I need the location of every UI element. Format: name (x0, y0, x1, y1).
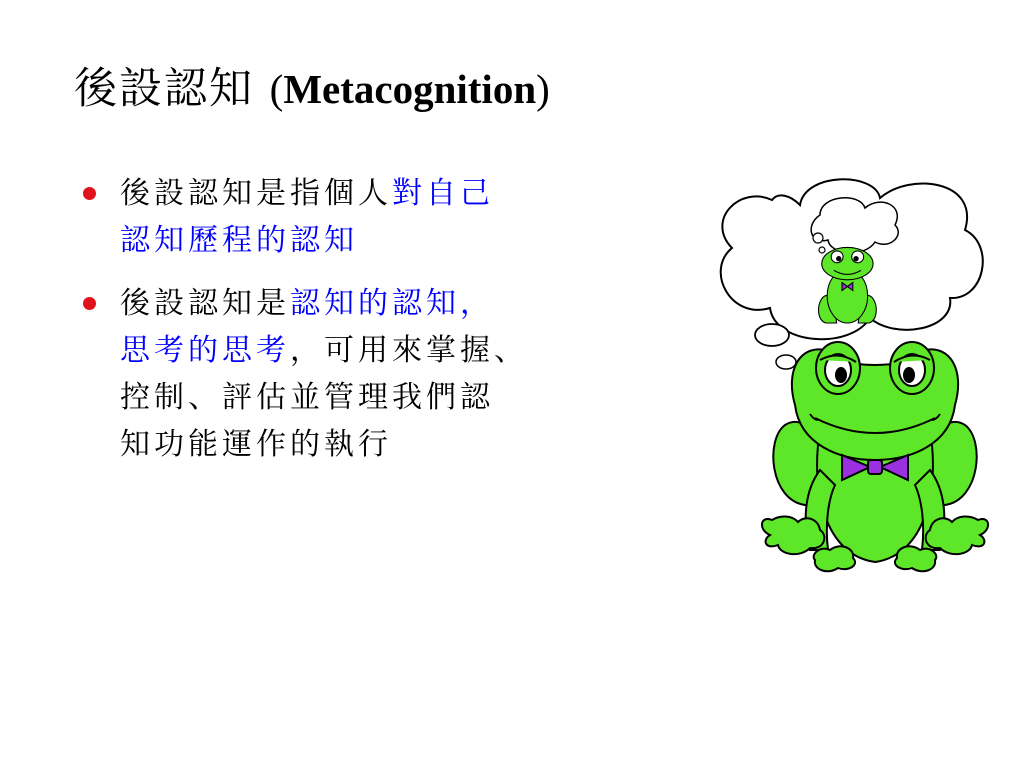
emphasis-segment: 對自己 (392, 176, 494, 211)
bullet-line (120, 421, 528, 468)
bullet-list (80, 170, 528, 484)
text-segment: 後設認知是 (120, 286, 290, 321)
title-open-paren: ( (269, 66, 284, 112)
emphasis-segment: 思考的思考 (120, 333, 290, 368)
frog-icon (762, 342, 988, 571)
page-title (74, 55, 550, 116)
bullet-line (120, 280, 528, 327)
bullet-line (120, 327, 528, 374)
bullet-line (120, 170, 528, 217)
title-close-paren: ) (536, 66, 550, 112)
bullet-line (120, 374, 528, 421)
text-segment: 知功能運作的執行 (120, 427, 392, 462)
bullet-item-definition (80, 170, 528, 264)
bullet-dot-icon (83, 187, 96, 200)
bullet-dot-icon (83, 297, 96, 310)
title-latin: Metacognition (283, 66, 537, 112)
emphasis-segment: 認知的認知， (290, 286, 494, 321)
bullet-line (120, 217, 528, 264)
bullet-item-explanation (80, 280, 528, 468)
text-segment: 後設認知是指個人 (120, 176, 392, 211)
title-cjk: 後設認知 (74, 64, 254, 114)
emphasis-segment: 認知歷程的認知 (120, 223, 358, 258)
text-segment: 控制、評估並管理我們認 (120, 380, 494, 415)
thinking-frog-icon (710, 170, 1010, 590)
text-segment: ，可用來掌握、 (290, 333, 528, 368)
